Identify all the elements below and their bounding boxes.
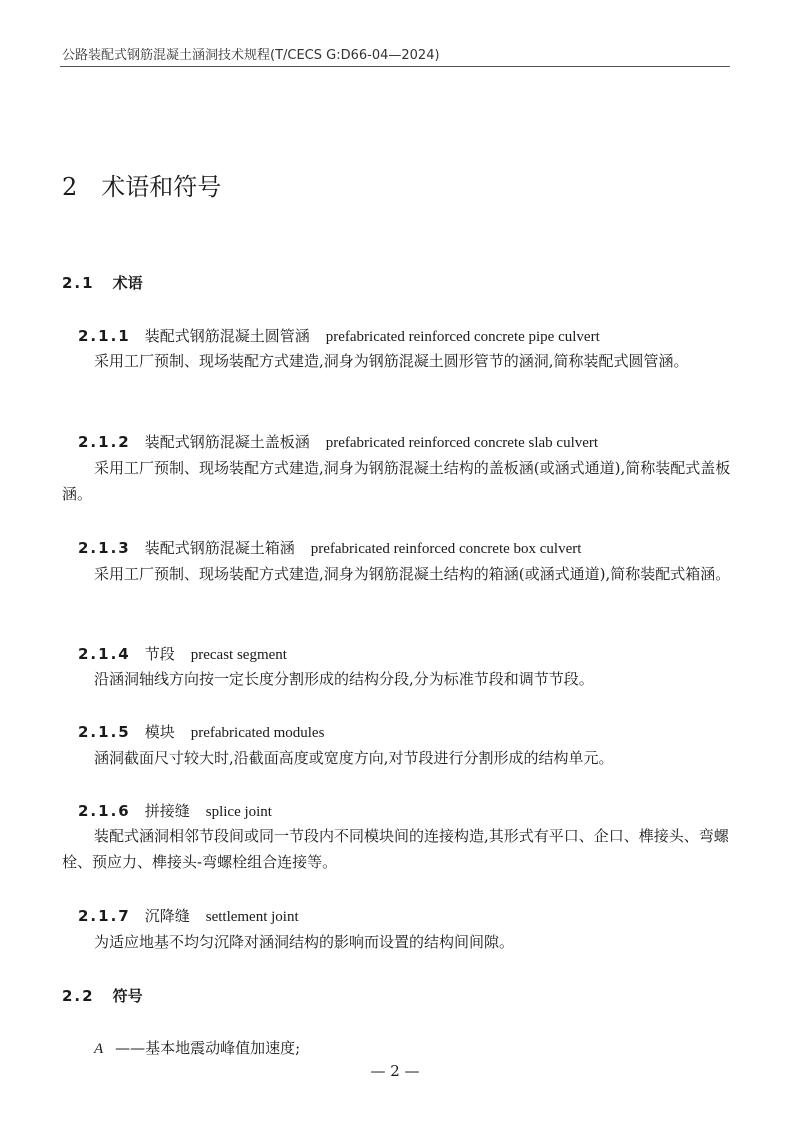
section-number: 2.1	[62, 274, 95, 292]
term-cn: 节段	[144, 645, 175, 663]
section-heading-symbols	[62, 985, 143, 1006]
term-en: prefabricated modules	[190, 725, 325, 741]
term-number: 2.1.1	[78, 327, 131, 345]
section-title: 术语	[112, 274, 143, 292]
term-en: precast segment	[190, 647, 287, 663]
section-heading-terms	[62, 272, 143, 293]
term-heading	[78, 800, 272, 821]
term-cn: 拼接缝	[144, 802, 190, 820]
term-cn: 模块	[144, 723, 175, 741]
term-definition: 涵洞截面尺寸较大时,沿截面高度或宽度方向,对节段进行分割形成的结构单元。	[94, 749, 614, 767]
term-heading	[78, 431, 598, 452]
chapter-heading	[62, 167, 221, 202]
term-definition: 采用工厂预制、现场装配方式建造,洞身为钢筋混凝土圆形管节的涵洞,简称装配式圆管涵。	[94, 352, 689, 370]
term-heading	[78, 721, 324, 742]
page-number: — 2 —	[370, 1062, 420, 1080]
term-cn: 沉降缝	[144, 907, 190, 925]
section-title: 符号	[112, 987, 143, 1005]
term-definition: 沿涵洞轴线方向按一定长度分割形成的结构分段,分为标准节段和调节节段。	[94, 670, 594, 688]
term-number: 2.1.4	[78, 645, 131, 663]
term-number: 2.1.3	[78, 539, 131, 557]
term-en: splice joint	[205, 804, 272, 820]
symbol-entry	[94, 1037, 300, 1058]
symbol-variable: A	[94, 1041, 104, 1057]
chapter-title: 术语和符号	[101, 173, 222, 201]
symbol-description: ——基本地震动峰值加速度;	[115, 1039, 301, 1057]
header-rule	[60, 66, 730, 67]
term-definition: 采用工厂预制、现场装配方式建造,洞身为钢筋混凝土结构的箱涵(或涵式通道),简称装配式箱涵。	[94, 565, 731, 583]
term-number: 2.1.6	[78, 802, 131, 820]
term-heading	[78, 537, 581, 558]
term-en: settlement joint	[205, 909, 299, 925]
term-definition: 装配式涵洞相邻节段间或同一节段内不同模块间的连接构造,其形式有平口、企口、榫接头、弯螺栓、预应力、榫接头-弯螺栓组合连接等。	[62, 827, 729, 871]
section-number: 2.2	[62, 987, 95, 1005]
term-en: prefabricated reinforced concrete slab culvert	[325, 435, 599, 451]
term-number: 2.1.2	[78, 433, 131, 451]
term-heading	[78, 643, 287, 664]
chapter-number: 2	[62, 173, 78, 201]
term-number: 2.1.5	[78, 723, 131, 741]
term-cn: 装配式钢筋混凝土盖板涵	[144, 433, 310, 451]
term-number: 2.1.7	[78, 907, 131, 925]
term-en: prefabricated reinforced concrete pipe culvert	[325, 329, 600, 345]
term-cn: 装配式钢筋混凝土圆管涵	[144, 327, 310, 345]
term-definition: 采用工厂预制、现场装配方式建造,洞身为钢筋混凝土结构的盖板涵(或涵式通道),简称装配式盖板涵。	[62, 459, 731, 503]
term-definition: 为适应地基不均匀沉降对涵洞结构的影响而设置的结构间间隙。	[94, 933, 515, 951]
term-heading	[78, 325, 600, 346]
term-heading	[78, 905, 299, 926]
term-en: prefabricated reinforced concrete box culvert	[310, 541, 582, 557]
term-cn: 装配式钢筋混凝土箱涵	[144, 539, 295, 557]
running-header: 公路装配式钢筋混凝土涵洞技术规程(T/CECS G:D66-04—2024)	[62, 48, 440, 63]
